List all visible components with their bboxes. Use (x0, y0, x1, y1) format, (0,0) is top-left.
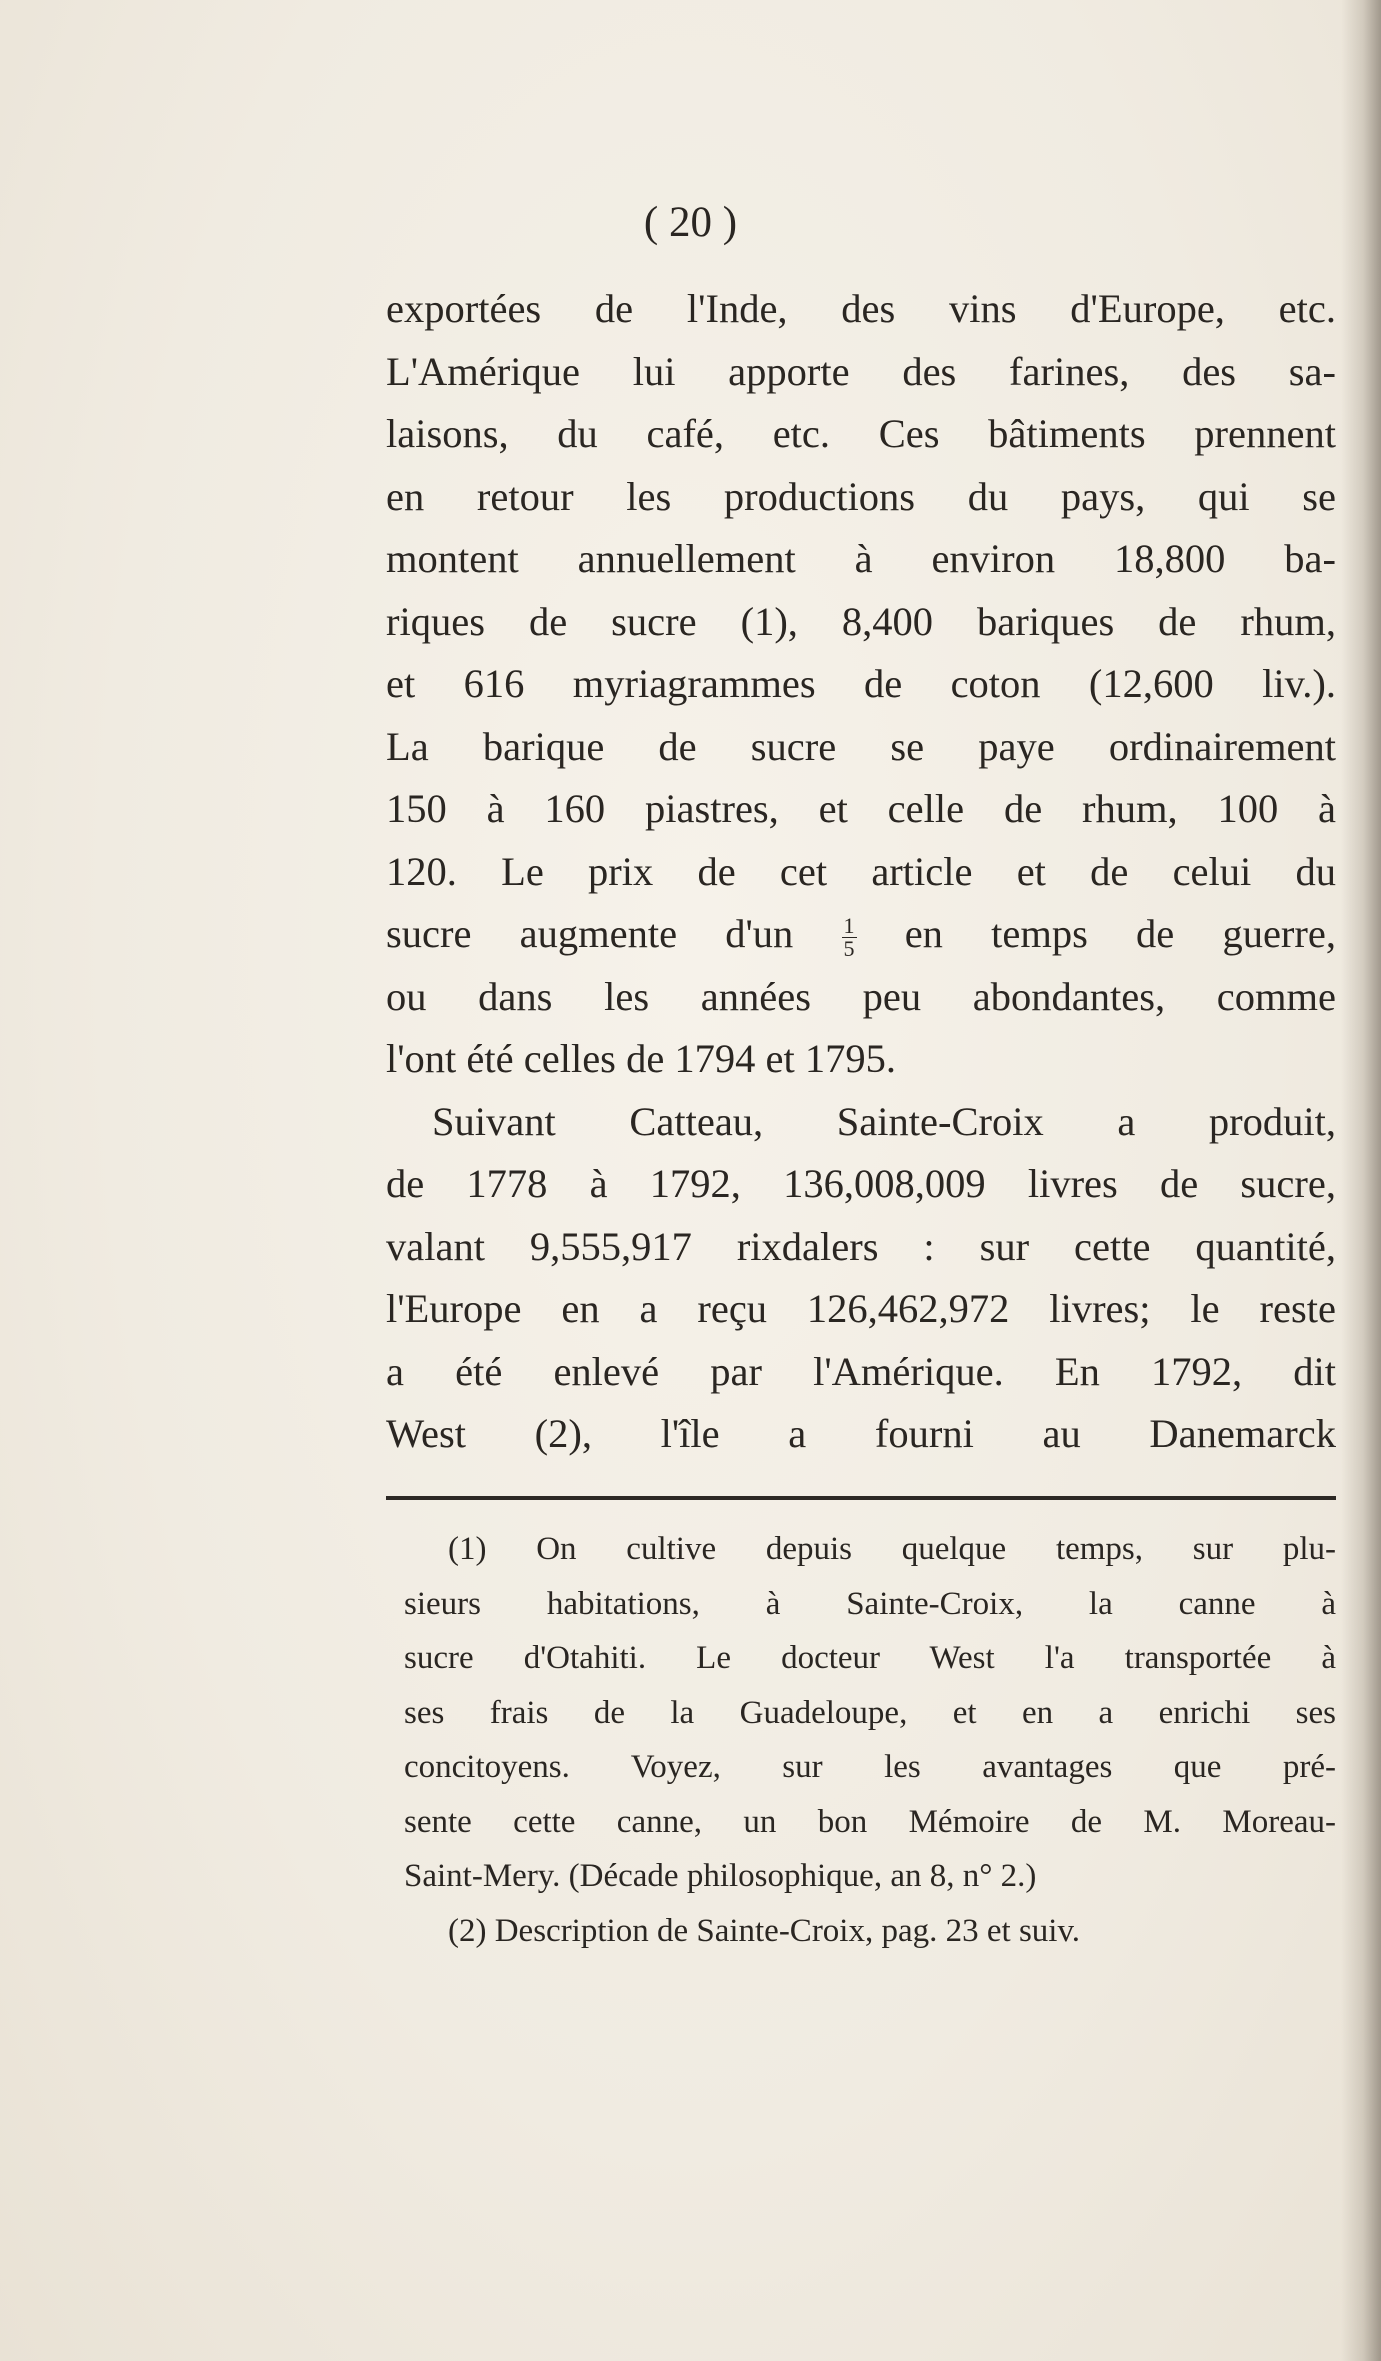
text-line: Suivant Catteau, Sainte-Croix a produit, (432, 1098, 1336, 1144)
fraction-denominator: 5 (843, 936, 855, 962)
text-line: 120. Le prix de cet article et de celui du (386, 848, 1336, 894)
footnote-line: sente cette canne, un bon Mémoire de M. Moreau- (404, 1803, 1336, 1840)
text-line: exportées de l'Inde, des vins d'Europe, etc. (386, 286, 1336, 331)
text-line: West (2), l'île a fourni au Danemarck (386, 1411, 1336, 1456)
footnote-line: sucre d'Otahiti. Le docteur West l'a transportée à (404, 1640, 1336, 1676)
footnote-line: ses frais de la Guadeloupe, et en a enrichi ses (404, 1694, 1336, 1731)
text-line: 150 à 160 piastres, et celle de rhum, 100 à (386, 786, 1336, 831)
text-line: montent annuellement à environ 18,800 ba- (386, 536, 1336, 581)
fraction-before: sucre augmente d'un (386, 911, 794, 956)
text-line: La barique de sucre se paye ordinairement (386, 723, 1336, 769)
fraction-numerator: 1 (843, 913, 855, 939)
text-line: l'ont été celles de 1794 et 1795. (386, 1036, 897, 1081)
footnote-line: concitoyens. Voyez, sur les avantages que pré- (404, 1749, 1336, 1785)
fraction-one-fifth (842, 915, 857, 960)
footnote-separator-rule (386, 1496, 1336, 1500)
footnote-line: (2) Description de Sainte-Croix, pag. 23 et suiv. (448, 1912, 1081, 1949)
text-line: valant 9,555,917 rixdalers : sur cette quantité, (386, 1223, 1336, 1269)
text-line: riques de sucre (1), 8,400 bariques de rhum, (386, 598, 1336, 644)
footnotes (404, 1522, 1336, 1958)
footnote-line: sieurs habitations, à Sainte-Croix, la canne à (404, 1585, 1336, 1622)
text-line: en retour les productions du pays, qui se (386, 473, 1336, 519)
page-number: ( 20 ) (643, 199, 738, 246)
text-line: l'Europe en a reçu 126,462,972 livres; le reste (386, 1286, 1336, 1331)
text-line-fraction (386, 903, 1336, 966)
footnote-line: Saint-Mery. (Décade philosophique, an 8, n° 2.) (404, 1858, 1037, 1894)
text-line: a été enlevé par l'Amérique. En 1792, dit (386, 1348, 1336, 1394)
text-line: L'Amérique lui apporte des farines, des sa- (386, 348, 1336, 394)
text-line: de 1778 à 1792, 136,008,009 livres de sucre, (386, 1161, 1336, 1206)
text-line: et 616 myriagrammes de coton (12,600 liv.). (386, 661, 1336, 706)
footnote-line: (1) On cultive depuis quelque temps, sur plu- (448, 1531, 1336, 1567)
body-text (386, 278, 1336, 1466)
text-line: laisons, du café, etc. Ces bâtiments prennent (386, 411, 1336, 456)
page-gutter-shadow (1341, 0, 1381, 2361)
text-line: ou dans les années peu abondantes, comme (386, 973, 1336, 1019)
fraction-after: en temps de guerre, (904, 911, 1336, 956)
